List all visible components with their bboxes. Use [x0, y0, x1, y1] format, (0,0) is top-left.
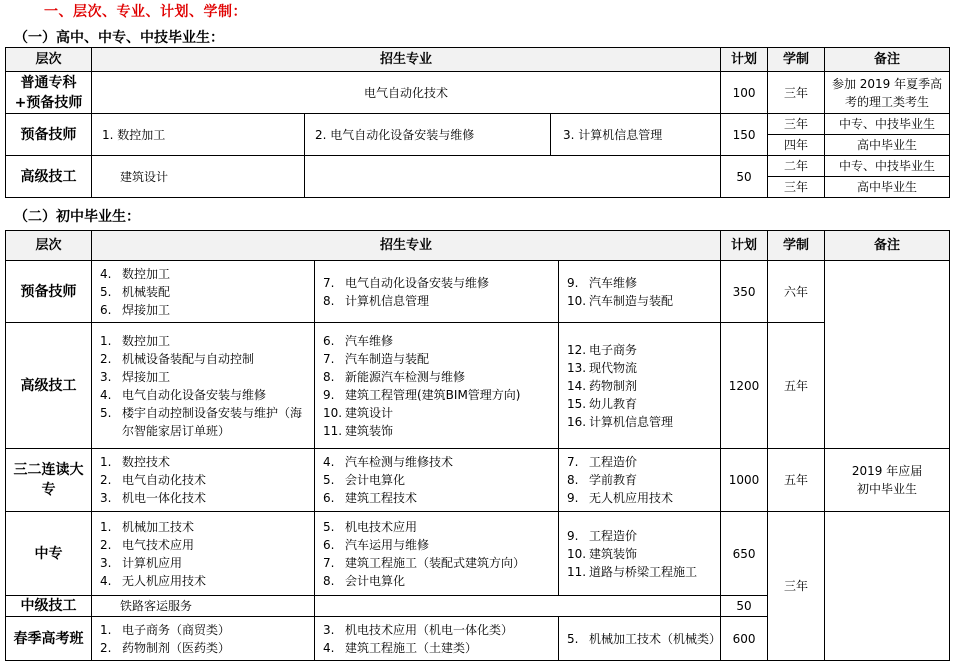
table-row	[6, 156, 950, 177]
list-item-label: 计算机信息管理	[589, 414, 674, 429]
table-row	[6, 114, 950, 135]
list-item-label: 药物制剂	[589, 378, 638, 393]
list-item-label: 工程造价	[589, 528, 638, 543]
list-item-number: 6.	[100, 302, 112, 317]
list-item-label: 道路与桥梁工程施工	[589, 564, 698, 579]
list-item	[323, 404, 554, 422]
list-item-number: 4.	[100, 573, 112, 588]
table-row	[6, 512, 950, 596]
list-item	[323, 518, 554, 536]
list-item	[323, 453, 554, 471]
duration-cell: 五年	[768, 323, 825, 449]
list-item	[100, 453, 310, 471]
note-cell: 参加 2019 年夏季高考的理工类考生	[825, 72, 950, 114]
list-item	[100, 350, 310, 368]
major-cell: 1. 数控加工	[92, 114, 305, 156]
list-item-number: 14.	[567, 378, 587, 393]
list-item	[323, 621, 554, 639]
list-item-label: 电子商务（商贸类）	[122, 622, 231, 637]
list-item-number: 2.	[100, 351, 112, 366]
list-item-label: 机电技术应用（机电一体化类）	[345, 622, 514, 637]
list-item-label: 汽车制造与装配	[345, 351, 430, 366]
list-item-label: 数控技术	[122, 455, 171, 469]
list-item-label: 机械加工技术	[122, 519, 195, 534]
list-item-number: 7.	[323, 351, 335, 366]
list-item-label: 建筑工程施工（装配式建筑方向）	[345, 555, 526, 570]
note-cell: 高中毕业生	[825, 177, 950, 198]
level-cell: 预备技师	[6, 261, 92, 323]
major-list	[92, 261, 315, 323]
list-item	[323, 368, 554, 386]
level-cell: 中专	[6, 512, 92, 596]
list-item-label: 电气技术应用	[122, 537, 195, 552]
list-item	[567, 395, 716, 413]
list-item-number: 6.	[323, 491, 335, 505]
major-list	[92, 512, 315, 596]
list-item	[100, 332, 310, 350]
list-item-label: 电气自动化设备安装与维修	[345, 275, 490, 290]
list-item	[100, 283, 310, 301]
list-item-label: 电气自动化设备安装与维修	[122, 387, 267, 402]
list-item-label: 机械设备装配与自动控制	[122, 351, 255, 366]
major-list	[559, 512, 721, 596]
list-item-label: 数控加工	[122, 266, 171, 281]
table-row	[6, 323, 950, 449]
list-item	[567, 471, 716, 489]
plan-cell: 650	[721, 512, 768, 596]
duration-cell: 三年	[768, 177, 825, 198]
list-item-number: 9.	[323, 387, 335, 402]
list-item-label: 学前教育	[589, 473, 638, 487]
plan-cell: 100	[721, 72, 768, 114]
list-item-number: 8.	[323, 293, 335, 308]
level-cell: 春季高考班	[6, 617, 92, 661]
empty-cell	[305, 156, 721, 198]
list-item	[567, 489, 716, 507]
list-item-label: 机械加工技术（机械类）	[589, 631, 722, 646]
list-item	[567, 545, 716, 563]
note-cell	[825, 261, 950, 449]
list-item-label: 建筑工程技术	[345, 491, 418, 505]
list-item-label: 计算机信息管理	[345, 293, 430, 308]
list-item-number: 5.	[567, 631, 579, 646]
list-item-label: 机电一体化技术	[122, 491, 207, 505]
list-item	[100, 518, 310, 536]
section1-heading: （一）高中、中专、中技毕业生：	[14, 30, 224, 46]
major-cell: 2. 电气自动化设备安装与维修	[305, 114, 551, 156]
list-item-label: 机电技术应用	[345, 519, 418, 534]
header-majors: 招生专业	[92, 231, 721, 261]
major-list	[92, 449, 315, 512]
plan-cell: 600	[721, 617, 768, 661]
list-item-number: 6.	[323, 333, 335, 348]
list-item	[567, 413, 716, 431]
list-item-number: 4.	[323, 640, 335, 655]
table-high-school	[5, 47, 950, 198]
list-item	[100, 386, 310, 404]
list-item-number: 16.	[567, 414, 587, 429]
list-item	[100, 301, 310, 319]
list-item-number: 2.	[100, 537, 112, 552]
list-item-number: 3.	[100, 555, 112, 570]
list-item	[100, 554, 310, 572]
table-row	[6, 449, 950, 512]
list-item	[100, 572, 310, 590]
major-list	[315, 261, 559, 323]
table-row	[6, 72, 950, 114]
list-item-number: 4.	[100, 387, 112, 402]
list-item-number: 3.	[100, 369, 112, 384]
level-cell: 高级技工	[6, 156, 92, 198]
empty-cell	[315, 596, 721, 617]
list-item-number: 3.	[323, 622, 335, 637]
list-item-label: 汽车检测与维修技术	[345, 455, 454, 469]
major-list	[315, 512, 559, 596]
level-cell: 普通专科+预备技师	[6, 72, 92, 114]
duration-cell: 二年	[768, 156, 825, 177]
duration-cell: 三年	[768, 72, 825, 114]
list-item-number: 9.	[567, 491, 579, 505]
list-item	[323, 536, 554, 554]
list-item-number: 9.	[567, 275, 579, 290]
list-item	[100, 368, 310, 386]
list-item-label: 幼儿教育	[589, 396, 638, 411]
duration-cell: 六年	[768, 261, 825, 323]
list-item	[323, 639, 554, 657]
list-item-number: 5.	[100, 284, 112, 299]
list-item-number: 4.	[323, 455, 335, 469]
header-note: 备注	[825, 48, 950, 72]
major-list	[559, 617, 721, 661]
list-item-number: 1.	[100, 519, 112, 534]
list-item-label: 会计电算化	[345, 573, 406, 588]
list-item-number: 8.	[323, 573, 335, 588]
level-cell: 中级技工	[6, 596, 92, 617]
header-plan: 计划	[721, 48, 768, 72]
list-item-number: 4.	[100, 266, 112, 281]
major-cell: 3. 计算机信息管理	[551, 114, 721, 156]
list-item-label: 汽车运用与维修	[345, 537, 430, 552]
list-item	[567, 453, 716, 471]
list-item-label: 电子商务	[589, 342, 638, 357]
list-item	[323, 350, 554, 368]
list-item-number: 10.	[567, 546, 587, 561]
list-item-number: 1.	[100, 333, 112, 348]
duration-cell: 五年	[768, 449, 825, 512]
duration-cell: 三年	[768, 114, 825, 135]
list-item-label: 无人机应用技术	[122, 573, 207, 588]
list-item	[567, 274, 716, 292]
list-item-number: 11.	[323, 423, 343, 438]
note-cell: 中专、中技毕业生	[825, 156, 950, 177]
list-item-number: 6.	[323, 537, 335, 552]
list-item-number: 3.	[100, 491, 112, 505]
list-item	[100, 471, 310, 489]
major-list	[315, 617, 559, 661]
list-item	[567, 292, 716, 310]
list-item-number: 1.	[100, 455, 112, 469]
list-item-label: 焊接加工	[122, 369, 171, 384]
major-list	[559, 261, 721, 323]
note-cell: 高中毕业生	[825, 135, 950, 156]
list-item	[323, 292, 554, 310]
list-item	[323, 554, 554, 572]
duration-cell: 三年	[768, 512, 825, 661]
list-item	[100, 639, 310, 657]
list-item-number: 2.	[100, 640, 112, 655]
list-item-label: 建筑装饰	[589, 546, 638, 561]
list-item-label: 建筑装饰	[345, 423, 394, 438]
major-cell: 建筑设计	[92, 156, 305, 198]
list-item-number: 5.	[323, 519, 335, 534]
list-item	[567, 359, 716, 377]
list-item-label: 新能源汽车检测与维修	[345, 369, 466, 384]
list-item-label: 汽车维修	[589, 275, 638, 290]
major-list	[315, 323, 559, 449]
list-item	[100, 489, 310, 507]
list-item-number: 8.	[323, 369, 335, 384]
header-duration: 学制	[768, 48, 825, 72]
plan-cell: 1200	[721, 323, 768, 449]
header-level: 层次	[6, 231, 92, 261]
list-item-label: 机械装配	[122, 284, 171, 299]
list-item-number: 9.	[567, 528, 579, 543]
list-item	[567, 563, 716, 581]
level-cell: 高级技工	[6, 323, 92, 449]
list-item-number: 7.	[567, 455, 579, 469]
note-cell: 中专、中技毕业生	[825, 114, 950, 135]
list-item-label: 工程造价	[589, 455, 638, 469]
section2-heading: （二）初中毕业生：	[14, 209, 140, 225]
list-item-number: 5.	[100, 405, 112, 420]
plan-cell: 150	[721, 114, 768, 156]
major-cell: 铁路客运服务	[92, 596, 315, 617]
list-item-label: 现代物流	[589, 360, 638, 375]
header-duration: 学制	[768, 231, 825, 261]
list-item	[567, 527, 716, 545]
list-item-label: 焊接加工	[122, 302, 171, 317]
list-item	[567, 630, 722, 648]
list-item-number: 11.	[567, 564, 587, 579]
list-item-number: 10.	[323, 405, 343, 420]
major-list	[92, 617, 315, 661]
list-item	[323, 386, 554, 404]
list-item	[323, 489, 554, 507]
list-item	[100, 536, 310, 554]
list-item-number: 12.	[567, 342, 587, 357]
header-plan: 计划	[721, 231, 768, 261]
list-item	[100, 621, 310, 639]
list-item-number: 8.	[567, 473, 579, 487]
list-item-label: 计算机应用	[122, 555, 183, 570]
table-row	[6, 261, 950, 323]
list-item-number: 7.	[323, 555, 335, 570]
list-item-number: 5.	[323, 473, 335, 487]
list-item	[323, 572, 554, 590]
level-cell: 三二连读大专	[6, 449, 92, 512]
page-title: 一、层次、专业、计划、学制：	[44, 4, 247, 20]
header-note: 备注	[825, 231, 950, 261]
plan-cell: 1000	[721, 449, 768, 512]
major-cell: 电气自动化技术	[92, 72, 721, 114]
major-list	[559, 323, 721, 449]
list-item-number: 13.	[567, 360, 587, 375]
list-item	[100, 404, 310, 440]
header-majors: 招生专业	[92, 48, 721, 72]
list-item	[567, 377, 716, 395]
list-item	[100, 265, 310, 283]
list-item-label: 建筑工程施工（土建类）	[345, 640, 478, 655]
list-item-label: 楼宇自动控制设备安装与维护（海尔智能家居订单班）	[122, 405, 303, 438]
list-item-label: 建筑工程管理(建筑BIM管理方向)	[345, 387, 521, 402]
list-item-number: 2.	[100, 473, 112, 487]
list-item-label: 药物制剂（医药类）	[122, 640, 231, 655]
list-item-label: 会计电算化	[345, 473, 406, 487]
list-item-label: 汽车维修	[345, 333, 394, 348]
list-item-label: 电气自动化技术	[122, 473, 207, 487]
major-list	[559, 449, 721, 512]
list-item-label: 数控加工	[122, 333, 171, 348]
list-item	[323, 274, 554, 292]
list-item-label: 汽车制造与装配	[589, 293, 674, 308]
list-item-number: 7.	[323, 275, 335, 290]
list-item-label: 建筑设计	[345, 405, 394, 420]
level-cell: 预备技师	[6, 114, 92, 156]
duration-cell: 四年	[768, 135, 825, 156]
plan-cell: 350	[721, 261, 768, 323]
note-cell: 2019 年应届初中毕业生	[825, 449, 950, 512]
list-item-number: 10.	[567, 293, 587, 308]
header-level: 层次	[6, 48, 92, 72]
note-cell	[825, 512, 950, 661]
plan-cell: 50	[721, 596, 768, 617]
list-item	[567, 341, 716, 359]
major-list	[315, 449, 559, 512]
list-item	[323, 471, 554, 489]
list-item-number: 15.	[567, 396, 587, 411]
list-item-number: 1.	[100, 622, 112, 637]
list-item-label: 无人机应用技术	[589, 491, 674, 505]
plan-cell: 50	[721, 156, 768, 198]
table-junior-high	[5, 230, 950, 661]
list-item	[323, 422, 554, 440]
major-list	[92, 323, 315, 449]
list-item	[323, 332, 554, 350]
